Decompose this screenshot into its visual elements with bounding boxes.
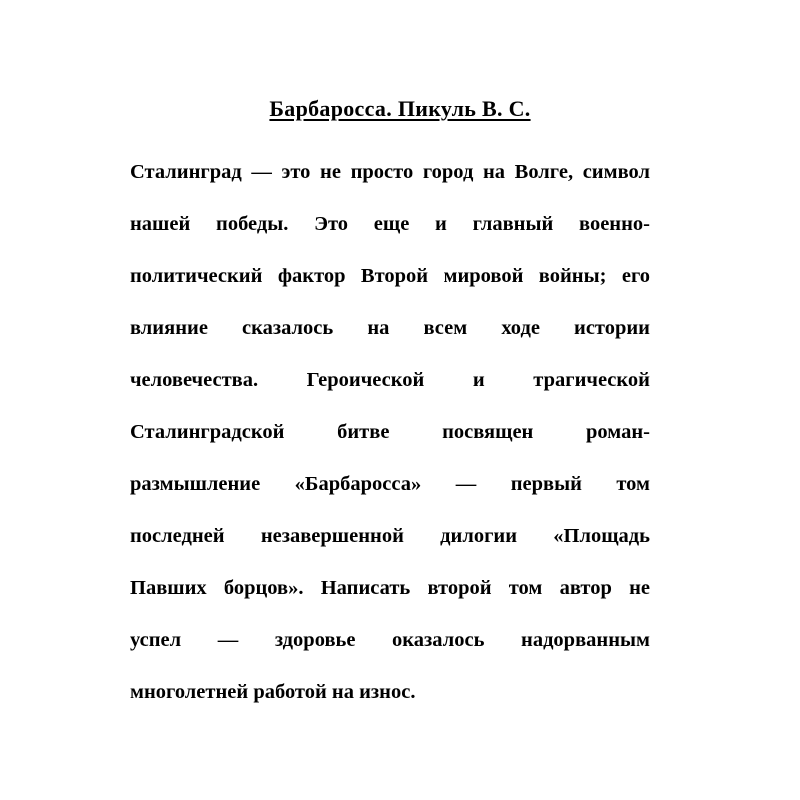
text-line-7: размышление «Барбаросса» — первый том (130, 473, 650, 495)
title-text: Барбаросса. Пикуль В. С. (269, 96, 531, 121)
text-line-3: политический фактор Второй мировой войны; его (130, 265, 650, 287)
text-line-4: влияние сказалось на всем ходе истории (130, 317, 650, 339)
text-line-10: успел — здоровье оказалось надорванным (130, 629, 650, 651)
text-line-1: Сталинград — это не просто город на Волге, символ (130, 161, 650, 183)
text-line-9: Павших борцов». Написать второй том автор не (130, 577, 650, 599)
text-line-5: человечества. Героической и трагической (130, 369, 650, 391)
document-title (0, 94, 800, 124)
text-line-2: нашей победы. Это еще и главный военно- (130, 213, 650, 235)
text-line-6: Сталинградской битве посвящен роман- (130, 421, 650, 443)
text-line-8: последней незавершенной дилогии «Площадь (130, 525, 650, 547)
text-line-11: многолетней работой на износ. (130, 681, 416, 703)
text-body (130, 150, 650, 722)
